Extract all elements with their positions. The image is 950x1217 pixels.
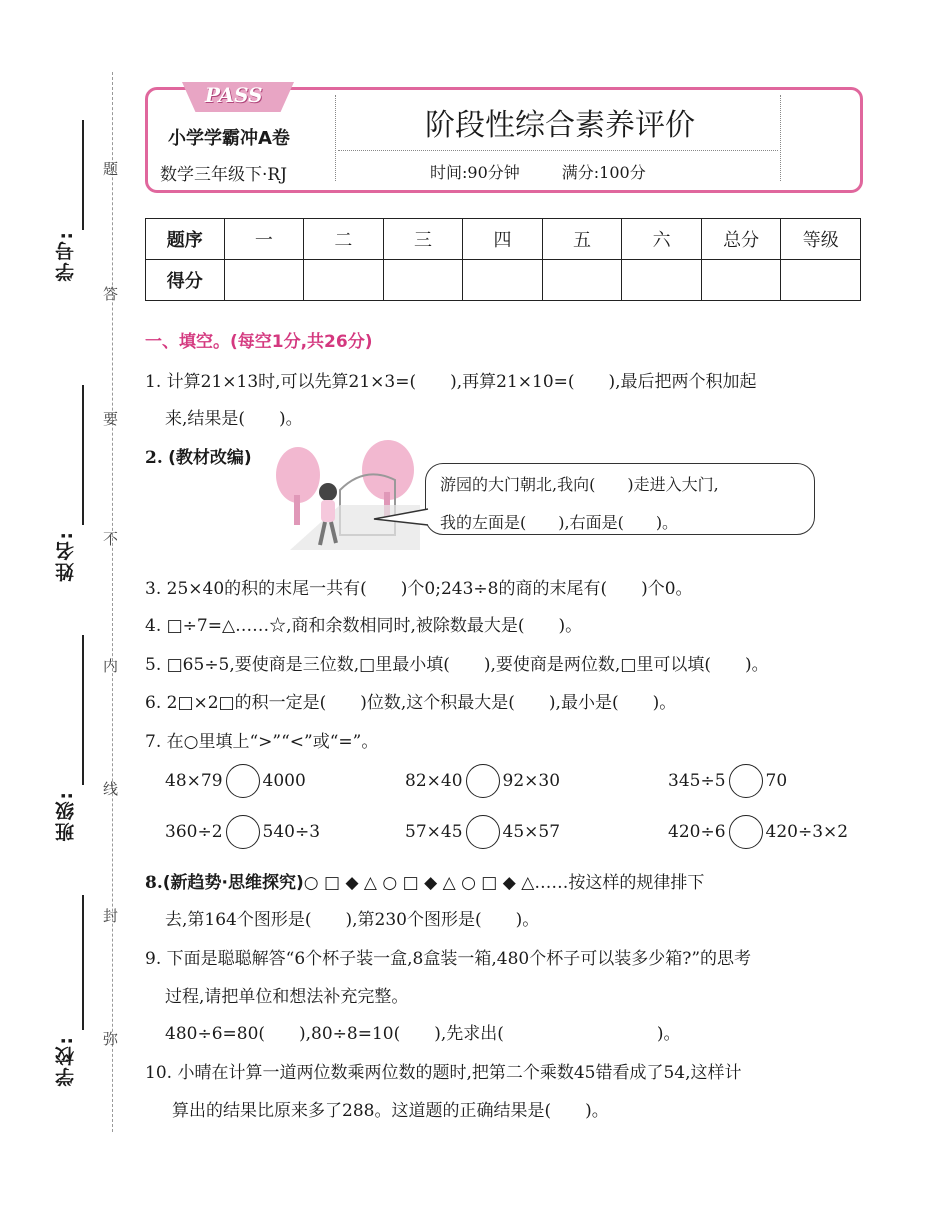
table-cell: 三 bbox=[383, 219, 463, 260]
name-blank bbox=[82, 385, 84, 525]
tree-icon bbox=[362, 440, 414, 500]
score-cell[interactable] bbox=[622, 260, 702, 301]
question-10-line-2: 算出的结果比原来多了288。这道题的正确结果是( )。 bbox=[172, 1101, 609, 1121]
compare-circle[interactable] bbox=[226, 815, 260, 849]
compare-circle[interactable] bbox=[226, 764, 260, 798]
seal-char: 题 bbox=[103, 160, 119, 178]
score-cell[interactable] bbox=[383, 260, 463, 301]
child-icon bbox=[319, 483, 337, 501]
seal-char: 弥 bbox=[103, 1030, 119, 1048]
seal-char: 内 bbox=[103, 657, 119, 675]
question-1-line-2: 来,结果是( )。 bbox=[165, 409, 303, 429]
question-3: 3. 25×40的积的末尾一共有( )个0;243÷8的商的末尾有( )个0。 bbox=[145, 579, 693, 599]
question-6: 6. 2□×2□的积一定是( )位数,这个积最大是( ),最小是( )。 bbox=[145, 693, 677, 713]
table-cell: 题序 bbox=[146, 219, 225, 260]
score-table bbox=[145, 218, 861, 301]
table-cell: 得分 bbox=[146, 260, 225, 301]
score-cell[interactable] bbox=[304, 260, 384, 301]
table-row bbox=[146, 260, 861, 301]
compare-right: 540÷3 bbox=[262, 822, 321, 842]
exam-time: 时间:90分钟 bbox=[430, 163, 520, 182]
compare-right: 45×57 bbox=[502, 822, 561, 842]
header-divider bbox=[338, 150, 778, 151]
table-cell: 四 bbox=[463, 219, 543, 260]
subject-grade: 数学三年级下·RJ bbox=[160, 165, 288, 185]
pass-logo: PASS bbox=[205, 83, 263, 107]
question-9-line-2: 过程,请把单位和想法补充完整。 bbox=[165, 987, 409, 1007]
question-tag: (新趋势·思维探究) bbox=[162, 873, 304, 893]
question-text: ○ □ ◆ △ ○ □ ◆ △ ○ □ ◆ △……按这样的规律排下 bbox=[303, 873, 705, 893]
score-cell[interactable] bbox=[542, 260, 622, 301]
page-title: 阶段性综合素养评价 bbox=[425, 108, 695, 143]
table-cell: 五 bbox=[542, 219, 622, 260]
student-id-blank bbox=[82, 120, 84, 230]
school-label: 学校: bbox=[55, 1035, 77, 1087]
question-1-line-1: 1. 计算21×13时,可以先算21×3=( ),再算21×10=( ),最后把两个积加起 bbox=[145, 372, 757, 392]
question-number: 2. bbox=[145, 448, 163, 468]
compare-item bbox=[405, 815, 560, 849]
class-label: 班级: bbox=[55, 790, 77, 842]
question-9-line-3: 480÷6=80( ),80÷8=10( ),先求出( )。 bbox=[165, 1024, 681, 1044]
compare-item bbox=[165, 764, 306, 798]
seal-char: 线 bbox=[103, 780, 119, 798]
section-title: 一、填空。(每空1分,共26分) bbox=[145, 332, 373, 352]
seal-char: 封 bbox=[103, 907, 119, 925]
tree-icon bbox=[276, 447, 320, 503]
compare-right: 4000 bbox=[262, 771, 306, 791]
compare-left: 420÷6 bbox=[668, 822, 726, 842]
compare-circle[interactable] bbox=[466, 764, 500, 798]
seal-char: 答 bbox=[103, 285, 119, 303]
question-number: 8. bbox=[145, 873, 163, 893]
compare-right: 420÷3×2 bbox=[765, 822, 849, 842]
question-7: 7. 在○里填上“>”“<”或“=”。 bbox=[145, 732, 379, 752]
name-label: 姓名: bbox=[55, 530, 77, 582]
compare-left: 345÷5 bbox=[668, 771, 726, 791]
compare-left: 57×45 bbox=[405, 822, 463, 842]
series-name: 小学学霸冲A卷 bbox=[168, 128, 290, 149]
compare-left: 48×79 bbox=[165, 771, 223, 791]
question-8-line-2: 去,第164个图形是( ),第230个图形是( )。 bbox=[165, 910, 540, 930]
table-cell: 等级 bbox=[781, 219, 861, 260]
score-cell[interactable] bbox=[463, 260, 543, 301]
score-cell[interactable] bbox=[224, 260, 304, 301]
question-4: 4. □÷7=△……☆,商和余数相同时,被除数最大是( )。 bbox=[145, 616, 583, 636]
score-cell[interactable] bbox=[701, 260, 781, 301]
table-cell: 一 bbox=[224, 219, 304, 260]
compare-left: 360÷2 bbox=[165, 822, 223, 842]
compare-right: 70 bbox=[765, 771, 788, 791]
compare-item bbox=[405, 764, 560, 798]
question-5: 5. □65÷5,要使商是三位数,□里最小填( ),要使商是两位数,□里可以填( )。 bbox=[145, 655, 769, 675]
table-row bbox=[146, 219, 861, 260]
compare-item bbox=[165, 815, 320, 849]
score-cell[interactable] bbox=[781, 260, 861, 301]
speech-bubble-tail bbox=[372, 505, 430, 529]
compare-circle[interactable] bbox=[466, 815, 500, 849]
bubble-text-line-2: 我的左面是( ),右面是( )。 bbox=[440, 513, 679, 532]
compare-item bbox=[668, 815, 848, 849]
exam-full-score: 满分:100分 bbox=[561, 163, 646, 182]
bubble-text-line-1: 游园的大门朝北,我向( )走进入大门, bbox=[440, 475, 719, 494]
question-tag: (教材改编) bbox=[168, 448, 252, 468]
table-cell: 六 bbox=[622, 219, 702, 260]
exam-meta bbox=[430, 160, 646, 183]
compare-item bbox=[668, 764, 787, 798]
table-cell: 总分 bbox=[701, 219, 781, 260]
table-cell: 二 bbox=[304, 219, 384, 260]
seal-char: 不 bbox=[103, 530, 119, 548]
binding-dashed-line bbox=[112, 72, 113, 1132]
park-gate-illustration bbox=[270, 440, 430, 555]
compare-right: 92×30 bbox=[502, 771, 561, 791]
school-blank bbox=[82, 895, 84, 1030]
question-8-line-1 bbox=[145, 868, 704, 893]
compare-left: 82×40 bbox=[405, 771, 463, 791]
seal-char: 要 bbox=[103, 410, 119, 428]
compare-circle[interactable] bbox=[729, 815, 763, 849]
question-10-line-1: 10. 小晴在计算一道两位数乘两位数的题时,把第二个乘数45错看成了54,这样计 bbox=[145, 1063, 742, 1083]
class-blank bbox=[82, 635, 84, 785]
question-9-line-1: 9. 下面是聪聪解答“6个杯子装一盒,8盒装一箱,480个杯子可以装多少箱?”的思考 bbox=[145, 949, 752, 969]
compare-circle[interactable] bbox=[729, 764, 763, 798]
question-2-header bbox=[145, 443, 252, 468]
header-divider bbox=[335, 95, 336, 181]
student-id-label: 学号: bbox=[55, 230, 77, 282]
